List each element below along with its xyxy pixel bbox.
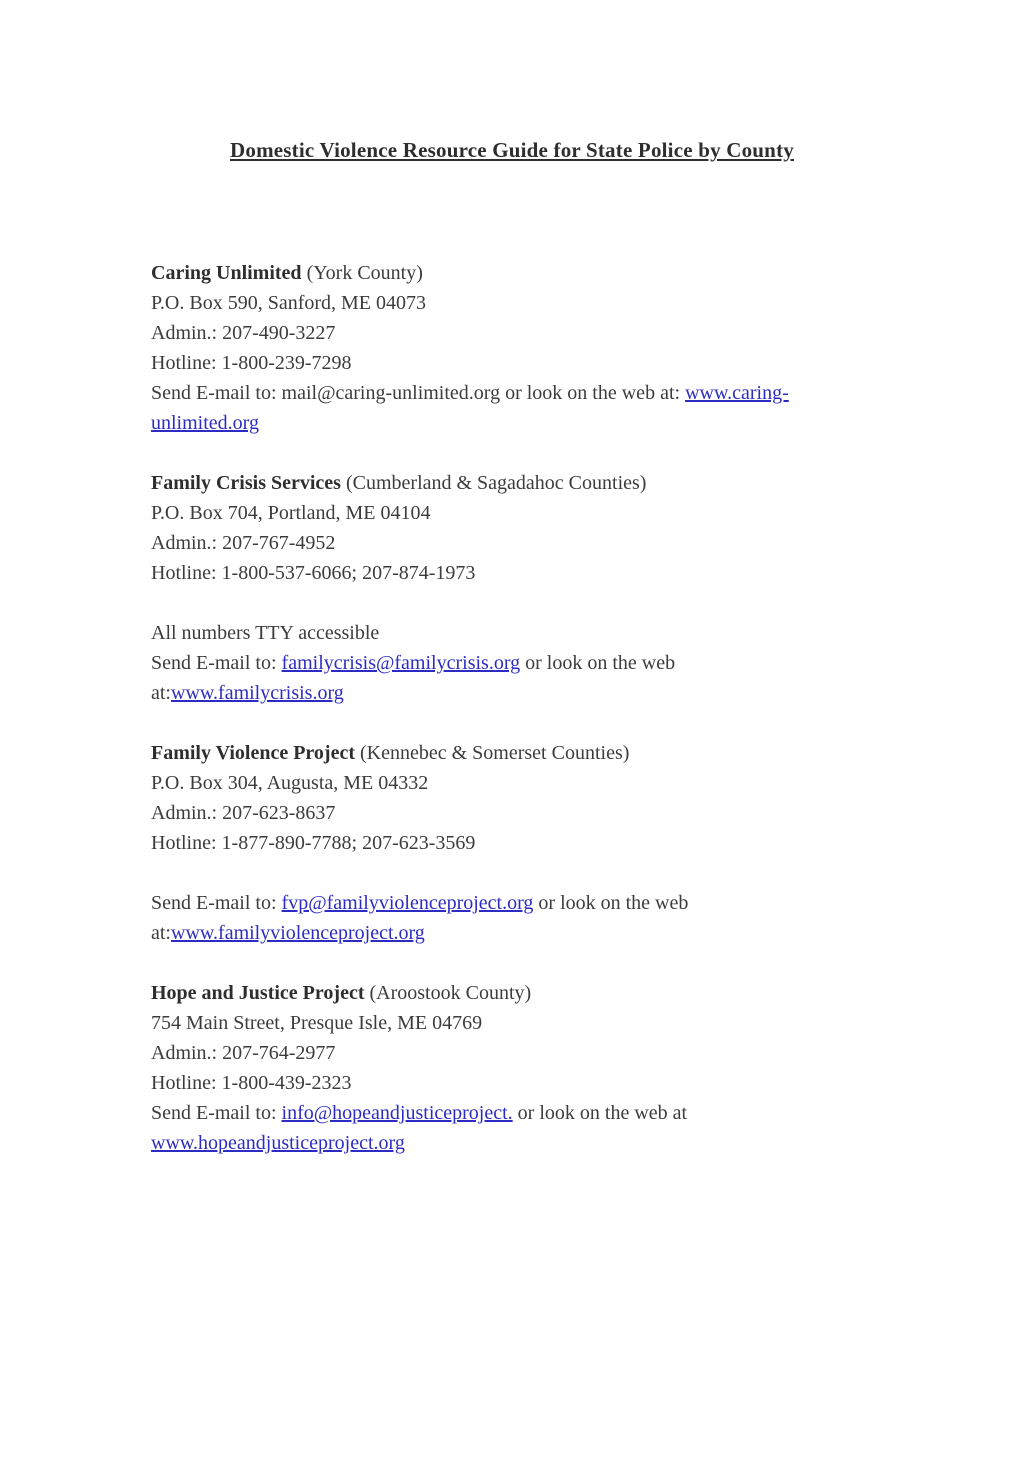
- org-heading: [151, 978, 931, 1008]
- document-page: [0, 135, 1024, 1460]
- website-link[interactable]: www.caring-: [685, 382, 789, 404]
- org-county: (Kennebec & Somerset Counties): [355, 742, 630, 764]
- info-line: All numbers TTY accessible: [151, 622, 380, 644]
- org-county: (Aroostook County): [364, 982, 532, 1004]
- org-heading: [151, 258, 931, 288]
- email-link[interactable]: familycrisis@familycrisis.org: [281, 652, 521, 674]
- info-line: 754 Main Street, Presque Isle, ME 04769: [151, 1012, 483, 1034]
- info-line: Hotline: 1-800-537-6066; 207-874-1973: [151, 562, 476, 584]
- text-segment: or look on the web at: [512, 1102, 688, 1124]
- blank-line: [151, 588, 931, 618]
- info-line: Hotline: 1-877-890-7788; 207-623-3569: [151, 832, 476, 854]
- blank-line: [151, 858, 931, 888]
- org-county: (York County): [301, 262, 423, 284]
- org-county: (Cumberland & Sagadahoc Counties): [340, 472, 647, 494]
- website-link[interactable]: unlimited.org: [151, 412, 259, 434]
- org-name: Caring Unlimited: [151, 262, 302, 284]
- org-name: Hope and Justice Project: [151, 982, 365, 1004]
- info-line: P.O. Box 304, Augusta, ME 04332: [151, 772, 429, 794]
- page-title: Domestic Violence Resource Guide for State Police by County: [230, 138, 794, 162]
- text-segment: Send E-mail to:: [151, 892, 282, 914]
- org-name: Family Violence Project: [151, 742, 356, 764]
- website-link[interactable]: www.familyviolenceproject.org: [171, 922, 425, 944]
- contact-line: [151, 888, 931, 948]
- email-link[interactable]: info@hopeandjusticeproject.: [281, 1102, 513, 1124]
- info-line: Admin.: 207-490-3227: [151, 322, 336, 344]
- info-line: Hotline: 1-800-439-2323: [151, 1072, 352, 1094]
- org-heading: [151, 468, 931, 498]
- resource-entry: [151, 468, 931, 708]
- info-line: Admin.: 207-764-2977: [151, 1042, 336, 1064]
- website-link[interactable]: www.hopeandjusticeproject.org: [151, 1132, 405, 1154]
- info-line: P.O. Box 704, Portland, ME 04104: [151, 502, 431, 524]
- email-link[interactable]: fvp@familyviolenceproject.org: [281, 892, 534, 914]
- text-segment: at:: [151, 922, 171, 944]
- info-line: Hotline: 1-800-239-7298: [151, 352, 352, 374]
- resource-entry: [151, 258, 931, 438]
- text-segment: Send E-mail to: mail@caring-unlimited.org or look on the web at:: [151, 382, 686, 404]
- info-line: Admin.: 207-623-8637: [151, 802, 336, 824]
- text-segment: at:: [151, 682, 171, 704]
- text-segment: Send E-mail to:: [151, 1102, 282, 1124]
- org-name: Family Crisis Services: [151, 472, 341, 494]
- contact-line: [151, 648, 931, 708]
- text-segment: or look on the web: [533, 892, 689, 914]
- info-line: P.O. Box 590, Sanford, ME 04073: [151, 292, 427, 314]
- document-content: [151, 258, 931, 1158]
- text-segment: Send E-mail to:: [151, 652, 282, 674]
- website-link[interactable]: www.familycrisis.org: [171, 682, 344, 704]
- org-heading: [151, 738, 931, 768]
- contact-line: [151, 1098, 931, 1158]
- text-segment: or look on the web: [520, 652, 676, 674]
- resource-entry: [151, 978, 931, 1158]
- resource-entry: [151, 738, 931, 948]
- info-line: Admin.: 207-767-4952: [151, 532, 336, 554]
- contact-line: [151, 378, 931, 438]
